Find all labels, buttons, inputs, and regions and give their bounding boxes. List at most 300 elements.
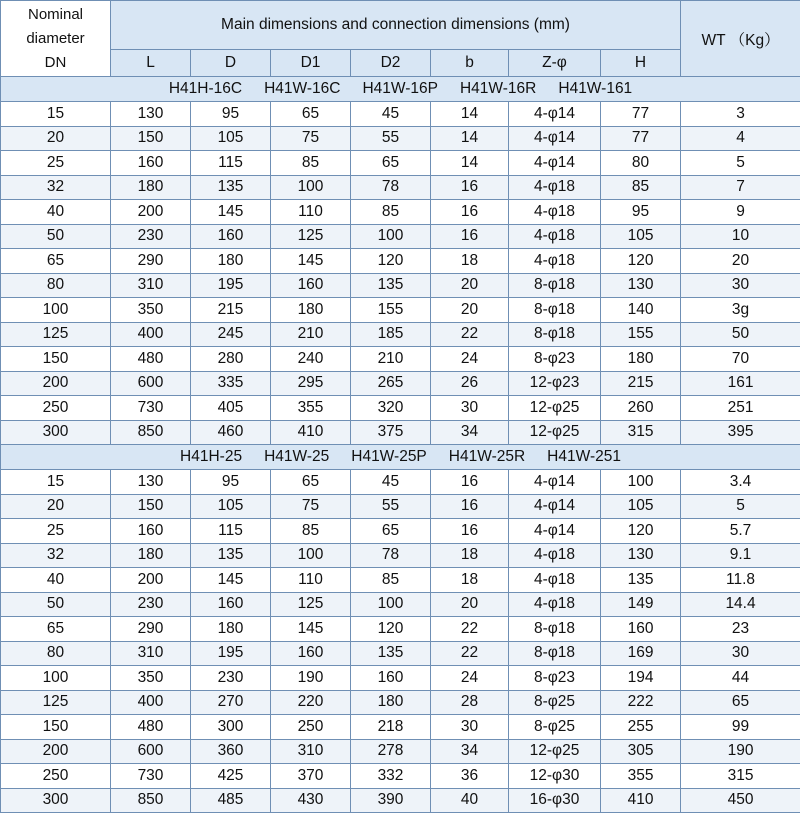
table-cell: 95 [191,102,271,127]
model-label: H41W-16P [362,80,438,97]
table-cell: 16 [431,519,509,544]
table-cell: 180 [191,617,271,642]
table-cell: 410 [601,788,681,813]
table-cell: 45 [351,470,431,495]
table-row [1,249,800,274]
table-cell: 290 [111,249,191,274]
table-cell: 5 [681,151,800,176]
table-cell: 65 [351,151,431,176]
table-cell: 251 [681,396,800,421]
table-cell: 150 [111,494,191,519]
table-cell: 215 [191,298,271,323]
table-row [1,690,800,715]
table-cell: 160 [601,617,681,642]
table-cell: 100 [601,470,681,495]
table-cell: 149 [601,592,681,617]
col-header-z-phi: Z-φ [509,50,601,77]
table-cell: 50 [681,322,800,347]
table-body [1,77,800,813]
col-header-b: b [431,50,509,77]
table-cell: 80 [601,151,681,176]
model-label: H41W-25P [351,448,427,465]
table-cell: 3g [681,298,800,323]
table-cell: 9.1 [681,543,800,568]
table-cell: 18 [431,249,509,274]
table-cell: 22 [431,322,509,347]
model-group-row [1,77,800,102]
table-cell: 115 [191,151,271,176]
table-cell: 26 [431,371,509,396]
table-cell: 300 [1,788,111,813]
table-cell: 4-φ14 [509,151,601,176]
table-cell: 4-φ14 [509,494,601,519]
table-cell: 20 [1,126,111,151]
table-cell: 190 [681,739,800,764]
table-cell: 120 [351,617,431,642]
table-row [1,298,800,323]
table-cell: 160 [351,666,431,691]
table-cell: 125 [271,592,351,617]
table-cell: 20 [431,592,509,617]
table-cell: 320 [351,396,431,421]
table-cell: 5.7 [681,519,800,544]
table-cell: 110 [271,200,351,225]
table-cell: 450 [681,788,800,813]
table-cell: 245 [191,322,271,347]
table-cell: 4-φ14 [509,470,601,495]
table-cell: 22 [431,641,509,666]
table-row [1,788,800,813]
table-cell: 16 [431,494,509,519]
model-label: H41W-25 [264,448,330,465]
table-cell: 135 [191,543,271,568]
table-cell: 24 [431,347,509,372]
table-cell: 160 [191,592,271,617]
table-cell: 160 [271,641,351,666]
table-cell: 65 [1,617,111,642]
table-cell: 290 [111,617,191,642]
table-cell: 485 [191,788,271,813]
table-cell: 4-φ18 [509,175,601,200]
table-cell: 140 [601,298,681,323]
table-row [1,617,800,642]
table-cell: 11.8 [681,568,800,593]
table-cell: 65 [271,102,351,127]
table-cell: 34 [431,739,509,764]
table-cell: 130 [601,273,681,298]
table-cell: 270 [191,690,271,715]
table-cell: 30 [681,641,800,666]
table-cell: 730 [111,396,191,421]
table-cell: 130 [111,102,191,127]
table-cell: 220 [271,690,351,715]
table-cell: 125 [1,322,111,347]
table-cell: 32 [1,175,111,200]
table-cell: 250 [1,396,111,421]
table-cell: 4-φ14 [509,102,601,127]
table-cell: 99 [681,715,800,740]
table-cell: 85 [351,568,431,593]
table-cell: 332 [351,764,431,789]
table-cell: 145 [271,617,351,642]
table-cell: 20 [1,494,111,519]
table-cell: 130 [601,543,681,568]
table-cell: 16-φ30 [509,788,601,813]
main-dimensions-header: Main dimensions and connection dimensions (mm) [111,1,681,50]
table-cell: 78 [351,175,431,200]
table-cell: 480 [111,347,191,372]
table-cell: 4-φ14 [509,519,601,544]
table-cell: 4-φ18 [509,224,601,249]
table-cell: 255 [601,715,681,740]
weight-header: WT （Kg） [681,1,800,77]
table-cell: 260 [601,396,681,421]
table-cell: 180 [351,690,431,715]
table-cell: 105 [191,494,271,519]
table-cell: 180 [111,175,191,200]
table-cell: 50 [1,224,111,249]
col-header-d: D [191,50,271,77]
table-cell: 65 [1,249,111,274]
table-cell: 80 [1,273,111,298]
table-cell: 10 [681,224,800,249]
dn-header [1,1,111,77]
table-cell: 16 [431,175,509,200]
table-cell: 160 [191,224,271,249]
table-cell: 77 [601,102,681,127]
table-cell: 160 [271,273,351,298]
table-row [1,347,800,372]
table-cell: 350 [111,666,191,691]
table-row [1,322,800,347]
table-cell: 218 [351,715,431,740]
table-row [1,420,800,445]
table-cell: 78 [351,543,431,568]
table-cell: 335 [191,371,271,396]
table-cell: 100 [351,592,431,617]
table-row [1,592,800,617]
table-cell: 250 [1,764,111,789]
table-cell: 14 [431,126,509,151]
table-cell: 460 [191,420,271,445]
table-cell: 7 [681,175,800,200]
table-cell: 100 [351,224,431,249]
model-label: H41W-16C [264,80,341,97]
table-cell: 120 [601,519,681,544]
table-cell: 23 [681,617,800,642]
model-label: H41W-251 [547,448,621,465]
table-row [1,175,800,200]
table-cell: 145 [271,249,351,274]
table-cell: 160 [111,519,191,544]
table-cell: 120 [351,249,431,274]
table-cell: 169 [601,641,681,666]
table-cell: 40 [1,200,111,225]
table-cell: 350 [111,298,191,323]
table-cell: 8-φ23 [509,347,601,372]
table-cell: 105 [601,494,681,519]
table-cell: 135 [351,273,431,298]
model-label: H41W-161 [558,80,633,97]
table-row [1,102,800,127]
dn-header-line3: DN [44,53,67,71]
table-cell: 210 [351,347,431,372]
table-cell: 315 [681,764,800,789]
table-cell: 145 [191,200,271,225]
table-cell: 135 [351,641,431,666]
table-cell: 230 [191,666,271,691]
table-cell: 160 [111,151,191,176]
table-cell: 480 [111,715,191,740]
table-cell: 36 [431,764,509,789]
table-row [1,126,800,151]
table-cell: 9 [681,200,800,225]
table-cell: 190 [271,666,351,691]
table-cell: 14 [431,102,509,127]
table-cell: 20 [681,249,800,274]
table-cell: 395 [681,420,800,445]
table-cell: 310 [111,641,191,666]
table-cell: 55 [351,126,431,151]
table-cell: 155 [351,298,431,323]
table-cell: 200 [1,739,111,764]
table-cell: 4-φ18 [509,249,601,274]
col-header-l: L [111,50,191,77]
table-cell: 80 [1,641,111,666]
table-cell: 150 [1,347,111,372]
table-cell: 100 [1,666,111,691]
table-cell: 85 [601,175,681,200]
table-cell: 65 [351,519,431,544]
table-cell: 600 [111,371,191,396]
table-cell: 150 [111,126,191,151]
table-row [1,494,800,519]
table-cell: 34 [431,420,509,445]
table-cell: 8-φ25 [509,715,601,740]
table-cell: 360 [191,739,271,764]
table-cell: 425 [191,764,271,789]
table-cell: 195 [191,641,271,666]
table-cell: 3.4 [681,470,800,495]
table-cell: 30 [431,715,509,740]
table-cell: 100 [1,298,111,323]
table-row [1,764,800,789]
table-cell: 75 [271,494,351,519]
table-cell: 30 [431,396,509,421]
table-cell: 8-φ18 [509,322,601,347]
table-cell: 40 [1,568,111,593]
table-cell: 77 [601,126,681,151]
table-cell: 16 [431,470,509,495]
table-row [1,273,800,298]
table-row [1,715,800,740]
table-cell: 110 [271,568,351,593]
table-cell: 315 [601,420,681,445]
table-row [1,224,800,249]
table-row [1,568,800,593]
table-cell: 18 [431,568,509,593]
table-cell: 20 [431,273,509,298]
table-cell: 4-φ18 [509,200,601,225]
table-cell: 305 [601,739,681,764]
table-cell: 16 [431,224,509,249]
table-cell: 75 [271,126,351,151]
table-cell: 430 [271,788,351,813]
table-cell: 125 [1,690,111,715]
model-label: H41W-25R [448,448,526,465]
table-cell: 400 [111,690,191,715]
table-cell: 200 [111,200,191,225]
table-cell: 95 [191,470,271,495]
table-cell: 222 [601,690,681,715]
table-cell: 230 [111,224,191,249]
model-label: H41H-25 [180,448,243,465]
table-cell: 4-φ14 [509,126,601,151]
table-cell: 100 [271,175,351,200]
table-cell: 185 [351,322,431,347]
table-cell: 115 [191,519,271,544]
table-cell: 4-φ18 [509,568,601,593]
col-header-d1: D1 [271,50,351,77]
table-cell: 100 [271,543,351,568]
table-cell: 355 [601,764,681,789]
table-cell: 120 [601,249,681,274]
table-cell: 25 [1,519,111,544]
table-cell: 180 [111,543,191,568]
table-cell: 25 [1,151,111,176]
table-cell: 215 [601,371,681,396]
table-cell: 730 [111,764,191,789]
table-cell: 125 [271,224,351,249]
table-cell: 155 [601,322,681,347]
table-cell: 14 [431,151,509,176]
table-cell: 40 [431,788,509,813]
table-cell: 105 [191,126,271,151]
table-cell: 95 [601,200,681,225]
table-cell: 400 [111,322,191,347]
table-cell: 32 [1,543,111,568]
table-cell: 600 [111,739,191,764]
table-cell: 16 [431,200,509,225]
table-cell: 278 [351,739,431,764]
table-cell: 28 [431,690,509,715]
table-cell: 20 [431,298,509,323]
table-cell: 85 [271,519,351,544]
table-cell: 8-φ18 [509,617,601,642]
table-cell: 200 [1,371,111,396]
table-cell: 310 [271,739,351,764]
table-cell: 70 [681,347,800,372]
table-cell: 8-φ23 [509,666,601,691]
model-label: H41H-16C [168,80,243,97]
table-cell: 390 [351,788,431,813]
table-cell: 135 [601,568,681,593]
table-cell: 250 [271,715,351,740]
table-cell: 240 [271,347,351,372]
table-row [1,543,800,568]
table-cell: 200 [111,568,191,593]
table-cell: 145 [191,568,271,593]
table-cell: 12-φ25 [509,396,601,421]
table-cell: 180 [601,347,681,372]
dn-header-line1: Nominal [27,5,84,23]
model-label: H41W-16R [459,80,537,97]
table-row [1,151,800,176]
table-cell: 150 [1,715,111,740]
table-cell: 105 [601,224,681,249]
table-cell: 8-φ18 [509,298,601,323]
table-cell: 410 [271,420,351,445]
table-cell: 300 [1,420,111,445]
table-cell: 45 [351,102,431,127]
col-header-d2: D2 [351,50,431,77]
col-header-h: H [601,50,681,77]
table-row [1,519,800,544]
table-cell: 30 [681,273,800,298]
table-cell: 14.4 [681,592,800,617]
table-row [1,200,800,225]
model-group-row [1,445,800,470]
table-cell: 300 [191,715,271,740]
table-cell: 295 [271,371,351,396]
table-row [1,470,800,495]
table-cell: 265 [351,371,431,396]
table-cell: 355 [271,396,351,421]
table-cell: 65 [271,470,351,495]
table-cell: 375 [351,420,431,445]
table-cell: 280 [191,347,271,372]
table-cell: 3 [681,102,800,127]
table-cell: 44 [681,666,800,691]
table-cell: 135 [191,175,271,200]
table-row [1,641,800,666]
table-cell: 8-φ18 [509,641,601,666]
table-cell: 55 [351,494,431,519]
table-cell: 24 [431,666,509,691]
table-cell: 5 [681,494,800,519]
table-cell: 22 [431,617,509,642]
table-cell: 195 [191,273,271,298]
table-cell: 15 [1,102,111,127]
table-cell: 8-φ18 [509,273,601,298]
model-group-cell [1,445,800,470]
table-cell: 12-φ25 [509,739,601,764]
model-group-cell [1,77,800,102]
table-row [1,739,800,764]
table-cell: 194 [601,666,681,691]
table-cell: 405 [191,396,271,421]
table-cell: 180 [271,298,351,323]
table-cell: 180 [191,249,271,274]
table-cell: 50 [1,592,111,617]
table-cell: 210 [271,322,351,347]
table-cell: 65 [681,690,800,715]
table-row [1,396,800,421]
table-row [1,666,800,691]
table-cell: 161 [681,371,800,396]
table-cell: 310 [111,273,191,298]
dn-header-line2: diameter [26,29,85,47]
table-cell: 85 [271,151,351,176]
table-row [1,371,800,396]
table-cell: 4 [681,126,800,151]
table-cell: 4-φ18 [509,592,601,617]
table-cell: 8-φ25 [509,690,601,715]
table-cell: 12-φ25 [509,420,601,445]
table-cell: 15 [1,470,111,495]
table-cell: 230 [111,592,191,617]
table-cell: 12-φ23 [509,371,601,396]
